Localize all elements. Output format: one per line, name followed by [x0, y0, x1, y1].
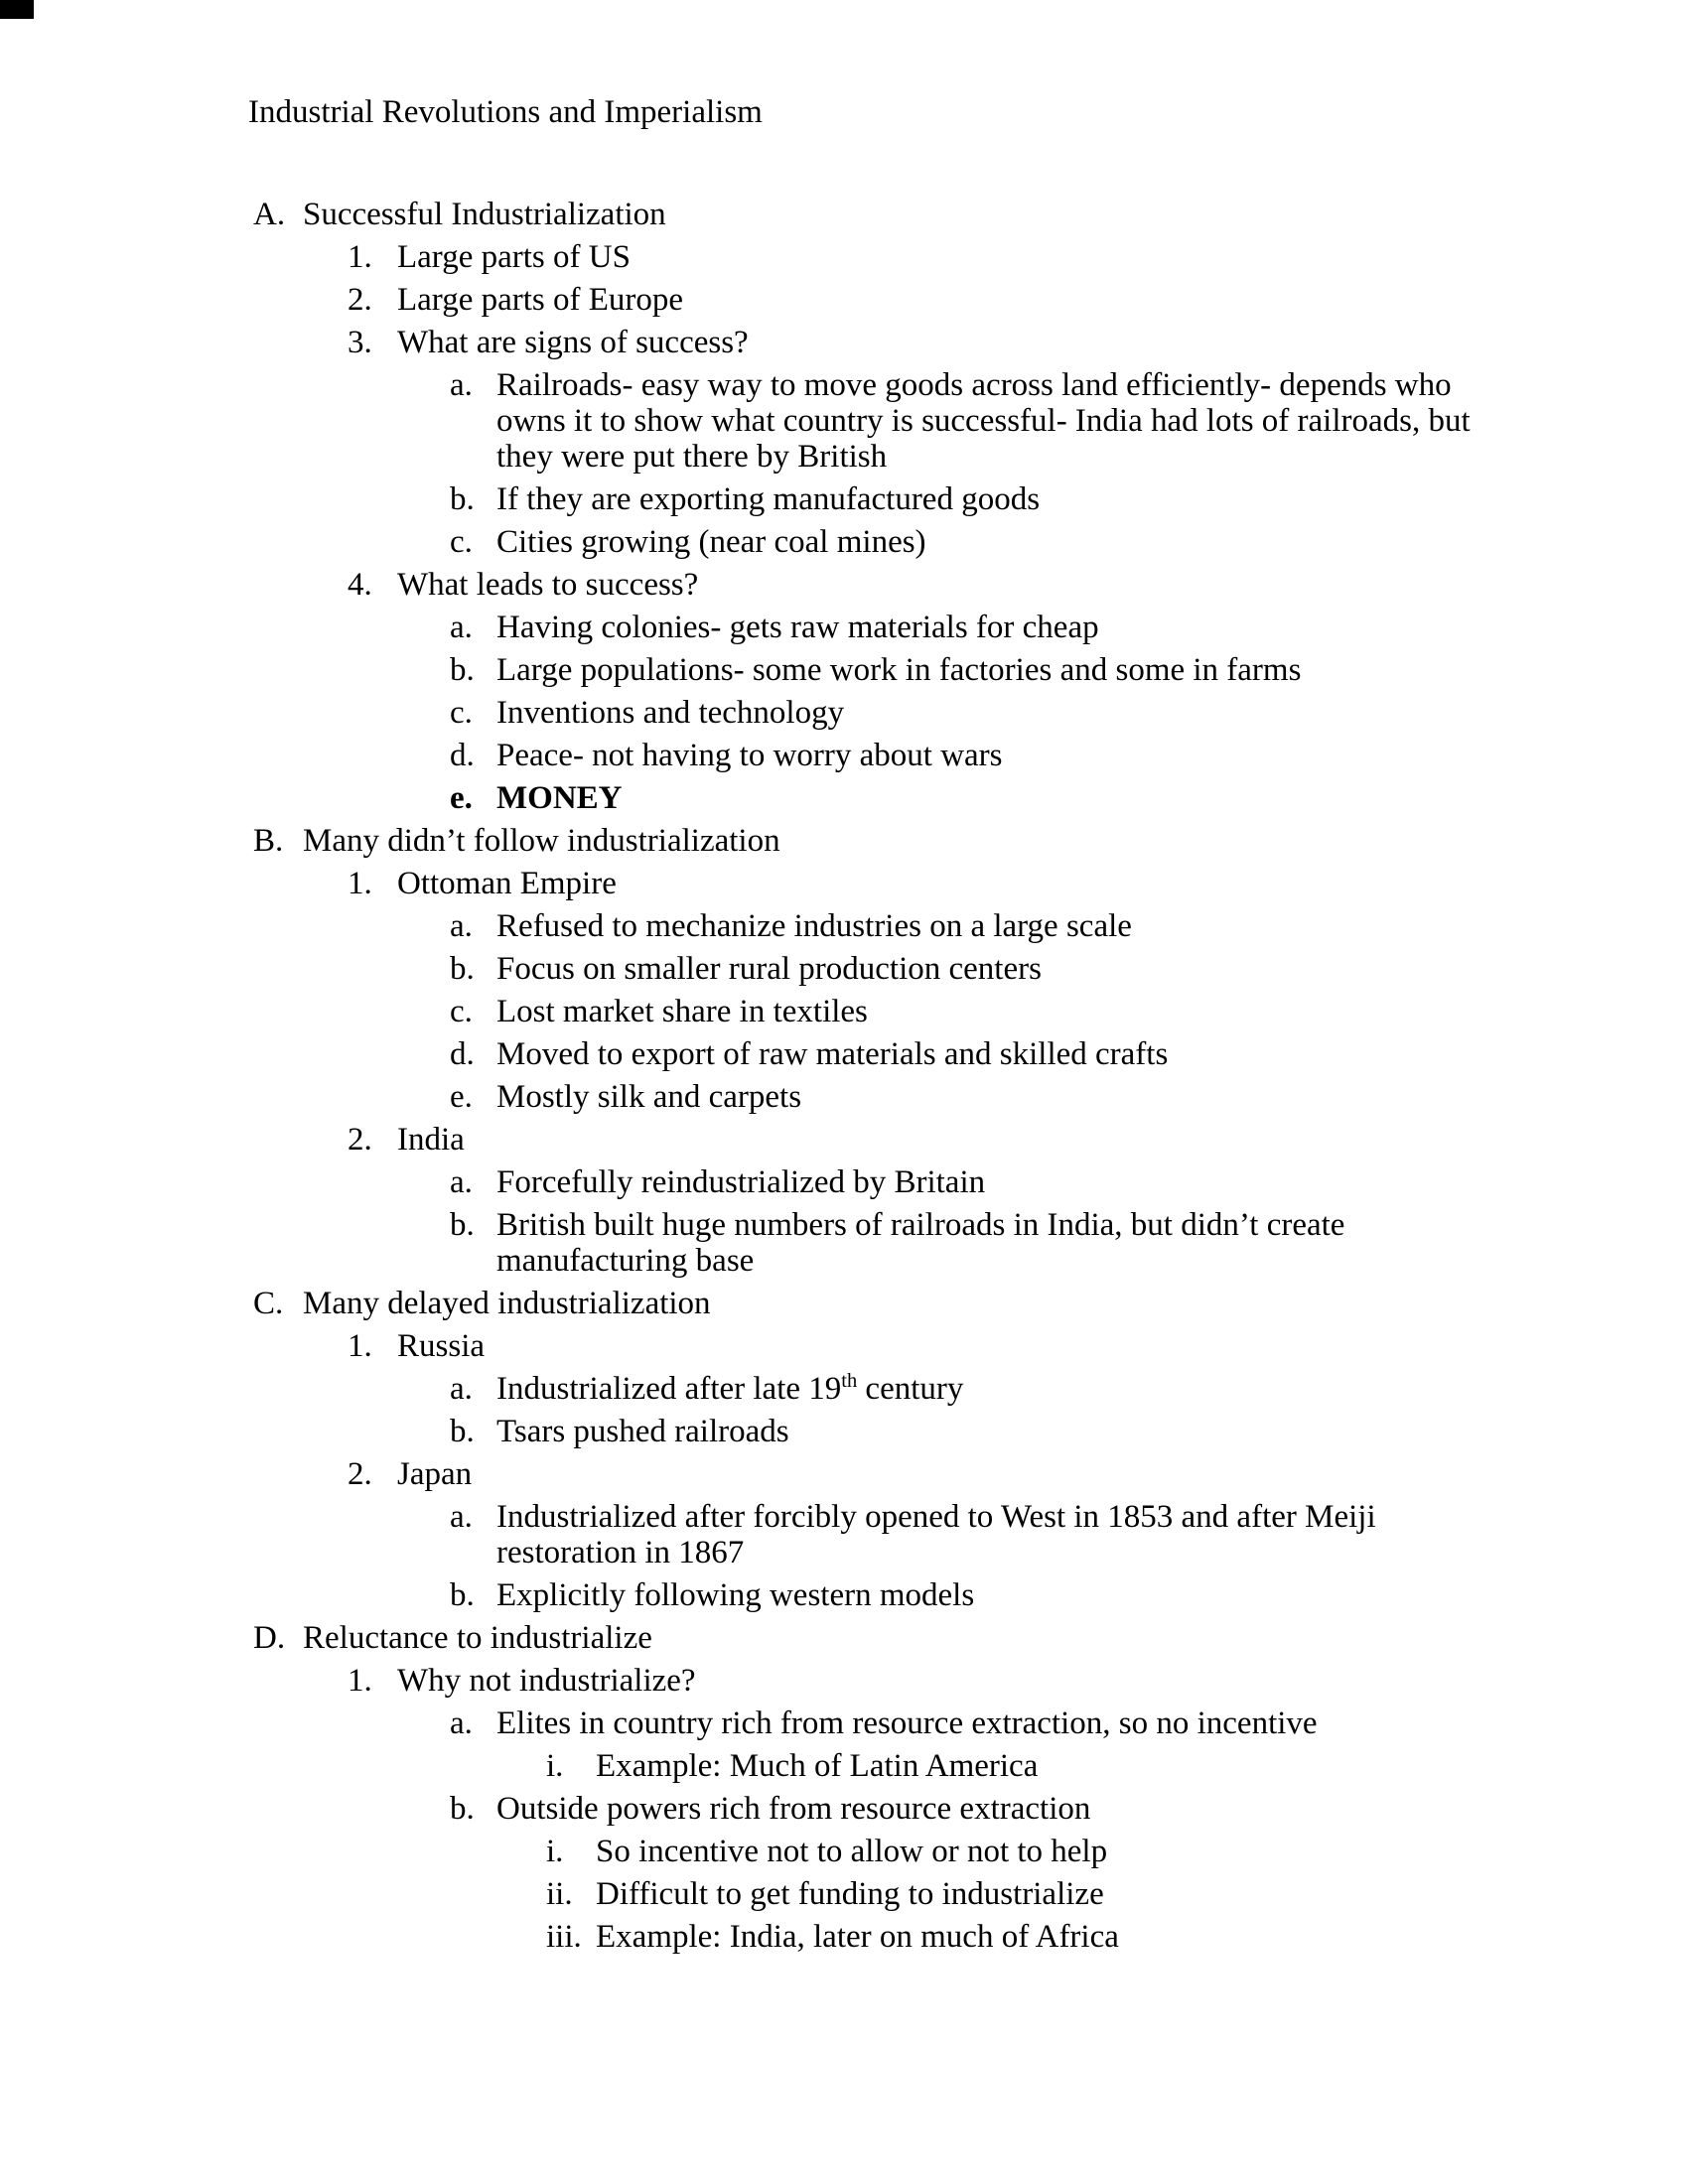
list-item-text: Mostly silk and carpets — [496, 1079, 802, 1115]
list-item-text: Successful Industrialization — [303, 197, 666, 232]
outline-item — [248, 197, 1475, 232]
list-item-text: Many delayed industrialization — [303, 1286, 711, 1321]
text-run: Industrialized after late 19 — [496, 1371, 842, 1407]
outline-item — [248, 1620, 1475, 1656]
outline-item — [248, 1414, 1475, 1449]
list-item-text: Forcefully reindustrialized by Britain — [496, 1164, 986, 1200]
list-item-text: Japan — [397, 1456, 473, 1492]
outline-item — [248, 1499, 1475, 1570]
scan-artifact-mark — [0, 0, 34, 19]
list-item-text: Large parts of Europe — [397, 282, 684, 318]
outline-item — [248, 1286, 1475, 1321]
outline-item — [248, 567, 1475, 603]
list-marker: i. — [546, 1748, 564, 1784]
list-marker: 2. — [348, 282, 372, 318]
list-marker: 1. — [348, 1663, 372, 1699]
list-marker: i. — [546, 1834, 564, 1869]
list-item-text: India — [397, 1122, 465, 1158]
list-marker: b. — [450, 1414, 475, 1449]
outline-item — [248, 325, 1475, 360]
outline-item — [248, 1456, 1475, 1492]
list-item-text: Inventions and technology — [496, 695, 845, 731]
list-item-text: Elites in country rich from resource extraction, so no incentive — [496, 1706, 1318, 1741]
list-item-text: Russia — [397, 1328, 486, 1364]
outline-item — [248, 652, 1475, 688]
list-item-text: Peace- not having to worry about wars — [496, 738, 1003, 773]
outline-item — [248, 1577, 1475, 1613]
list-marker: D. — [253, 1620, 286, 1656]
document-title: Industrial Revolutions and Imperialism — [248, 94, 763, 130]
list-marker: 1. — [348, 866, 372, 901]
list-marker: c. — [450, 524, 473, 560]
list-marker: a. — [450, 367, 473, 403]
outline-item — [248, 1876, 1475, 1912]
outline-item — [248, 1164, 1475, 1200]
list-item-text: If they are exporting manufactured goods — [496, 481, 1041, 517]
list-item-text: Cities growing (near coal mines) — [496, 524, 926, 560]
outline-item — [248, 908, 1475, 944]
outline-item — [248, 367, 1475, 475]
list-marker: iii. — [546, 1919, 582, 1955]
list-item-text: Many didn’t follow industrialization — [303, 823, 780, 859]
list-item-text: Why not industrialize? — [397, 1663, 696, 1699]
list-marker: e. — [450, 780, 473, 816]
outline-item — [248, 780, 1475, 816]
list-marker: b. — [450, 652, 475, 688]
outline-item — [248, 481, 1475, 517]
list-marker: a. — [450, 1499, 473, 1535]
list-item-text: Refused to mechanize industries on a large scale — [496, 908, 1132, 944]
outline-item — [248, 239, 1475, 275]
list-marker: c. — [450, 695, 473, 731]
list-marker: e. — [450, 1079, 473, 1115]
list-item-text: Having colonies- gets raw materials for cheap — [496, 610, 1099, 645]
list-marker: a. — [450, 1371, 473, 1407]
list-item-text: Industrialized after forcibly opened to West in 1853 and after Meiji restoration in 1867 — [496, 1499, 1376, 1570]
outline-item — [248, 1919, 1475, 1955]
list-marker: 3. — [348, 325, 372, 360]
list-marker: 1. — [348, 239, 372, 275]
text-run: century — [857, 1371, 964, 1407]
outline-item — [248, 994, 1475, 1029]
list-item-text — [496, 1371, 963, 1407]
list-marker: B. — [253, 823, 284, 859]
outline-item — [248, 524, 1475, 560]
list-item-text: Moved to export of raw materials and skilled crafts — [496, 1036, 1169, 1072]
superscript-text: th — [841, 1370, 858, 1392]
list-item-text: Ottoman Empire — [397, 866, 617, 901]
list-marker: b. — [450, 1207, 475, 1243]
list-item-text: Reluctance to industrialize — [303, 1620, 652, 1656]
list-marker: b. — [450, 481, 475, 517]
list-marker: b. — [450, 1577, 475, 1613]
list-marker: a. — [450, 1706, 473, 1741]
list-item-text: Example: Much of Latin America — [596, 1748, 1039, 1784]
outline-item — [248, 610, 1475, 645]
list-item-text: Outside powers rich from resource extraction — [496, 1791, 1091, 1827]
list-item-text: Lost market share in textiles — [496, 994, 868, 1029]
outline-item — [248, 1371, 1475, 1407]
list-marker: 4. — [348, 567, 372, 603]
outline-item — [248, 282, 1475, 318]
list-marker: b. — [450, 951, 475, 987]
outline-item — [248, 738, 1475, 773]
list-item-text: Example: India, later on much of Africa — [596, 1919, 1119, 1955]
list-marker: d. — [450, 1036, 475, 1072]
list-item-text: Focus on smaller rural production centers — [496, 951, 1042, 987]
list-marker: 2. — [348, 1456, 372, 1492]
outline-item — [248, 866, 1475, 901]
list-marker: b. — [450, 1791, 475, 1827]
list-marker: ii. — [546, 1876, 573, 1912]
list-marker: C. — [253, 1286, 284, 1321]
outline-item — [248, 1663, 1475, 1699]
outline-item — [248, 823, 1475, 859]
list-marker: a. — [450, 1164, 473, 1200]
list-item-text: Explicitly following western models — [496, 1577, 975, 1613]
list-marker: 2. — [348, 1122, 372, 1158]
list-item-text: What are signs of success? — [397, 325, 749, 360]
list-marker: A. — [253, 197, 286, 232]
outline-item — [248, 951, 1475, 987]
list-item-text: Railroads- easy way to move goods across land efficiently- depends who owns it to show what country is successful- India had lots of railroads, but they were put there by British — [496, 367, 1471, 475]
list-item-text: Large populations- some work in factories and some in farms — [496, 652, 1302, 688]
list-item-text: Difficult to get funding to industrialize — [596, 1876, 1104, 1912]
list-item-text: MONEY — [496, 780, 623, 816]
outline-item — [248, 1706, 1475, 1741]
outline-item — [248, 1834, 1475, 1869]
list-marker: a. — [450, 908, 473, 944]
outline-item — [248, 1328, 1475, 1364]
outline-item — [248, 1036, 1475, 1072]
outline-item — [248, 1207, 1475, 1279]
list-item-text: British built huge numbers of railroads in India, but didn’t create manufacturing base — [496, 1207, 1345, 1279]
list-marker: d. — [450, 738, 475, 773]
list-item-text: Tsars pushed railroads — [496, 1414, 789, 1449]
list-marker: a. — [450, 610, 473, 645]
outline-item — [248, 695, 1475, 731]
list-marker: c. — [450, 994, 473, 1029]
list-item-text: So incentive not to allow or not to help — [596, 1834, 1108, 1869]
outline-item — [248, 1122, 1475, 1158]
list-marker: 1. — [348, 1328, 372, 1364]
outline-item — [248, 1748, 1475, 1784]
outline-item — [248, 1791, 1475, 1827]
list-item-text: What leads to success? — [397, 567, 699, 603]
list-item-text: Large parts of US — [397, 239, 631, 275]
outline — [248, 197, 1475, 1955]
outline-item — [248, 1079, 1475, 1115]
